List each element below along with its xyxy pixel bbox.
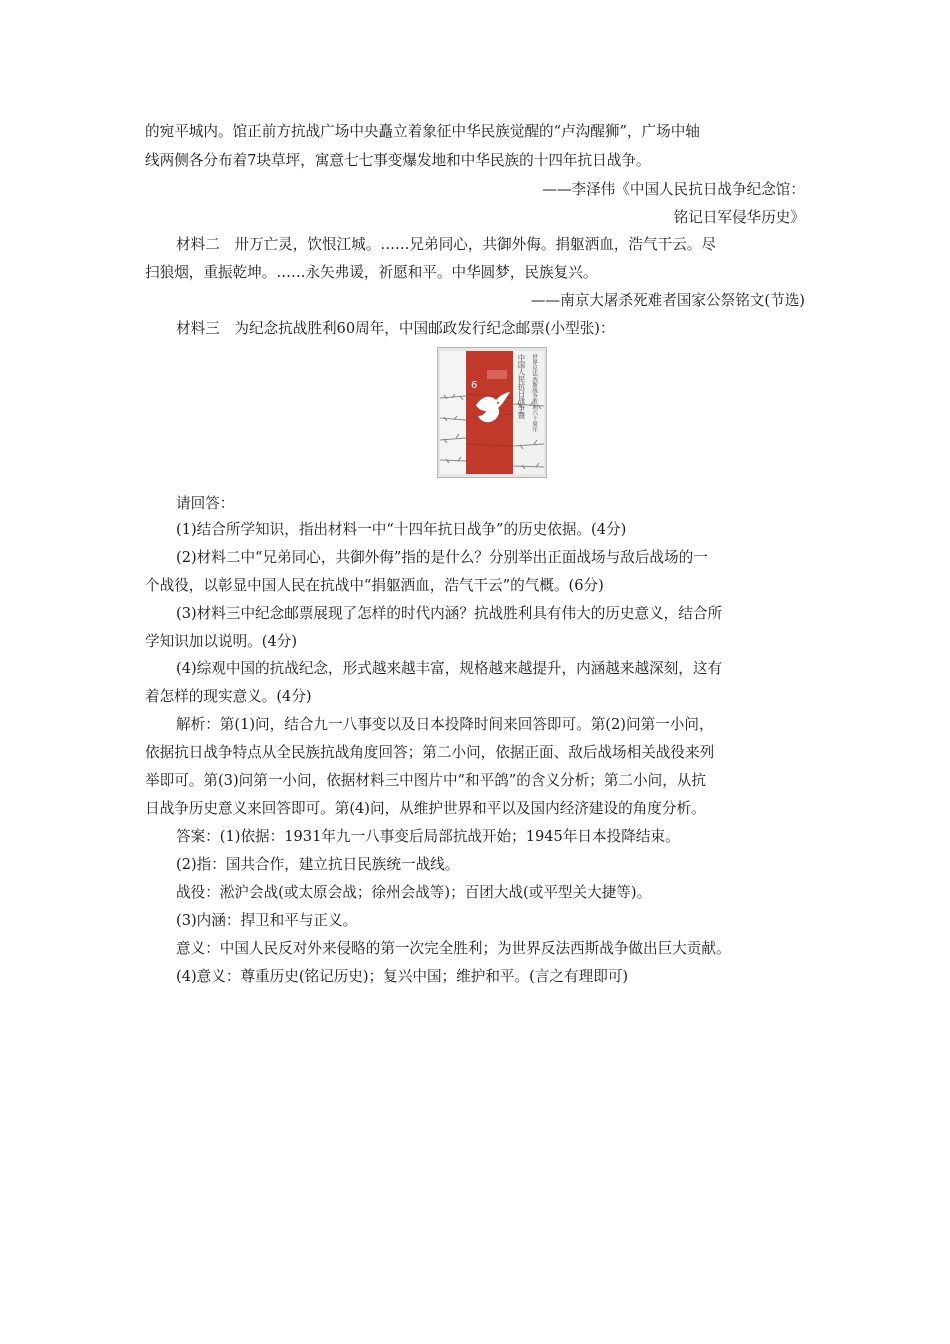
material1-line1: 的宛平城内。馆正前方抗战广场中央矗立着象征中华民族觉醒的“卢沟醒狮”，广场中轴 <box>145 123 700 140</box>
question-4-line2: 着怎样的现实意义。(4分) <box>145 688 312 705</box>
material3-line: 材料三 为纪念抗战胜利60周年，中国邮政发行纪念邮票(小型张)： <box>176 320 615 337</box>
commemorative-stamp-image <box>437 347 547 478</box>
question-2-line2: 个战役，以彰显中国人民在抗战中“捐躯洒血，浩气干云”的气概。(6分) <box>145 577 604 594</box>
question-1: (1)结合所学知识，指出材料一中“十四年抗日战争”的历史依据。(4分) <box>176 521 627 538</box>
answer-2a: (2)指：国共合作，建立抗日民族统一战线。 <box>176 856 460 873</box>
analysis-line3: 举即可。第(3)问第一小问，依据材料三中图片中“和平鸽”的含义分析；第二小问，从抗 <box>145 772 706 789</box>
analysis-line2: 依据抗日战争特点从全民族抗战角度回答；第二小问，依据正面、敌后战场相关战役来列 <box>145 744 715 761</box>
stamp-inscription-col1: 中国人民抗日战争暨 <box>517 354 527 419</box>
answer-3b: 意义：中国人民反对外来侵略的第一次完全胜利；为世界反法西斯战争做出巨大贡献。 <box>176 940 731 957</box>
answer-4: (4)意义：尊重历史(铭记历史)；复兴中国；维护和平。(言之有理即可) <box>176 968 629 985</box>
analysis-line1: 解析：第(1)问，结合九一八事变以及日本投降时间来回答即可。第(2)问第一小问， <box>176 716 714 733</box>
stamp-denomination: 6 <box>471 380 478 391</box>
material1-source-line1: ——李泽伟《中国人民抗日战争纪念馆： <box>542 181 805 198</box>
answer-2b: 战役：淞沪会战(或太原会战；徐州会战等)；百团大战(或平型关大捷等)。 <box>176 884 652 901</box>
material2-line1: 材料二 卅万亡灵，饮恨江城。……兄弟同心，共御外侮。捐躯洒血，浩气干云。尽 <box>176 236 716 253</box>
material2-line2: 扫狼烟，重振乾坤。……永矢弗谖，祈愿和平。中华圆梦，民族复兴。 <box>145 264 598 281</box>
question-2-line1: (2)材料二中“兄弟同心，共御外侮”指的是什么？分别举出正面战场与敌后战场的一 <box>176 549 708 566</box>
stamp-inscription-col2: 世界反法西斯战争胜利六十周年 <box>531 354 537 433</box>
material1-line2: 线两侧各分布着7块草坪，寓意七七事变爆发地和中华民族的十四年抗日战争。 <box>145 152 651 169</box>
analysis-line4: 日战争历史意义来回答即可。第(4)问，从维护世界和平以及国内经济建设的角度分析。 <box>145 800 706 817</box>
material1-source-line2: 铭记日军侵华历史》 <box>673 209 805 226</box>
answer-prompt: 请回答： <box>176 495 235 512</box>
answer-3a: (3)内涵：捍卫和平与正义。 <box>176 912 358 929</box>
question-4-line1: (4)综观中国的抗战纪念，形式越来越丰富，规格越来越提升，内涵越来越深刻，这有 <box>176 660 723 677</box>
answer-1: 答案：(1)依据：1931年九一八事变后局部抗战开始；1945年日本投降结束。 <box>176 828 680 845</box>
material2-source: ——南京大屠杀死难者国家公祭铭文(节选) <box>530 292 805 309</box>
stamp-illustration <box>438 348 546 477</box>
question-3-line1: (3)材料三中纪念邮票展现了怎样的时代内涵？抗战胜利具有伟大的历史意义，结合所 <box>176 605 723 622</box>
question-3-line2: 学知识加以说明。(4分) <box>145 633 298 650</box>
